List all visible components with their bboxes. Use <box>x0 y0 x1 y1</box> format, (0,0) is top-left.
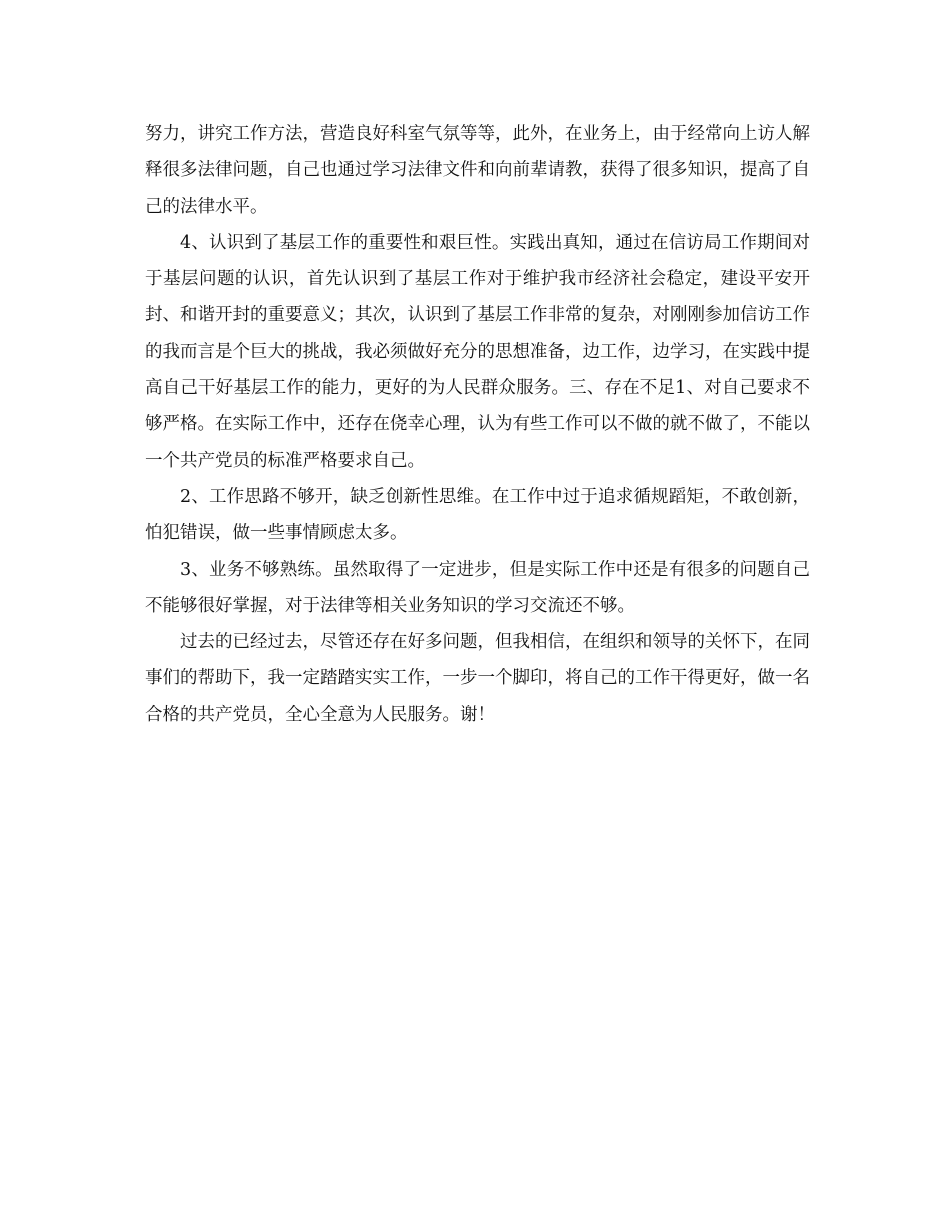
paragraph-continuation: 努力，讲究工作方法，营造良好科室气氛等等，此外，在业务上，由于经常向上访人解释很多法律问题，自己也通过学习法律文件和向前辈请教，获得了很多知识，提高了自己的法律水平。 <box>145 124 810 217</box>
paragraph-closing: 过去的已经过去，尽管还存在好多问题，但我相信，在组织和领导的关怀下，在同事们的帮助下，我一定踏踏实实工作，一步一个脚印，将自己的工作干得更好，做一名合格的共产党员，全心全意为人民服务。谢！ <box>145 632 810 725</box>
document-body <box>145 116 810 733</box>
paragraph-point-3: 3、业务不够熟练。虽然取得了一定进步，但是实际工作中还是有很多的问题自己不能够很好掌握，对于法律等相关业务知识的学习交流还不够。 <box>145 559 810 616</box>
paragraph-point-4: 4、认识到了基层工作的重要性和艰巨性。实践出真知，通过在信访局工作期间对于基层问题的认识，首先认识到了基层工作对于维护我市经济社会稳定，建设平安开封、和谐开封的重要意义；其次，认识到了基层工作非常的复杂，对刚刚参加信访工作的我而言是个巨大的挑战，我必须做好充分的思想准备，边工作，边学习，在实践中提高自己干好基层工作的能力，更好的为人民群众服务。三、存在不足1、对自己要求不够严格。在实际工作中，还存在侥幸心理，认为有些工作可以不做的就不做了，不能以一个共产党员的标准严格要求自己。 <box>145 232 810 471</box>
paragraph-point-2: 2、工作思路不够开，缺乏创新性思维。在工作中过于追求循规蹈矩，不敢创新，怕犯错误，做一些事情顾虑太多。 <box>145 486 810 544</box>
